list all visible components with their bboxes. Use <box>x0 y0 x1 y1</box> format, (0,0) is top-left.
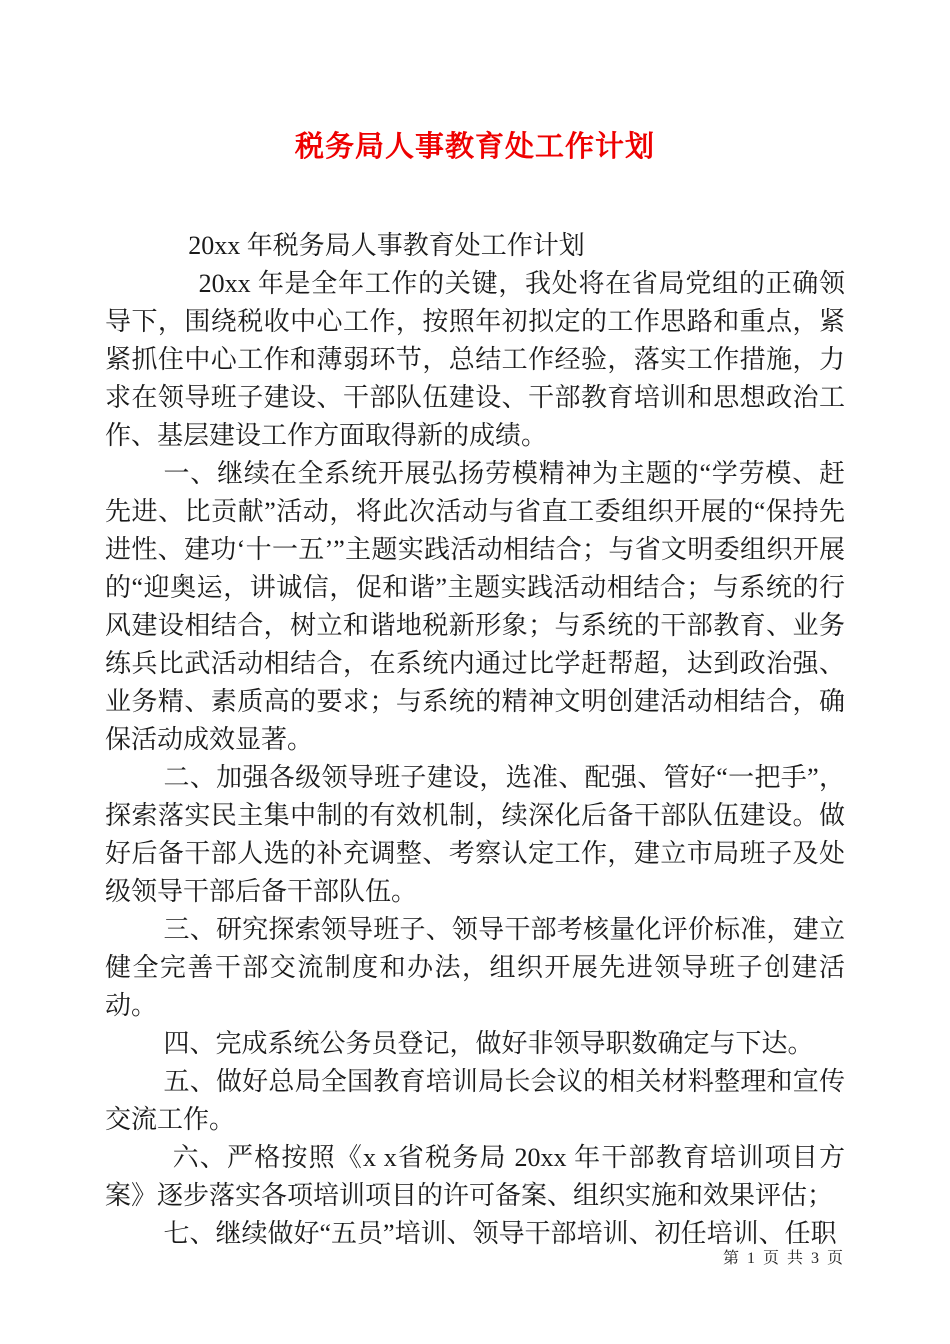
paragraph-item-2: 二、加强各级领导班子建设，选准、配强、管好“一把手”，探索落实民主集中制的有效机制，续深化后备干部队伍建设。做好后备干部人选的补充调整、考察认定工作，建立市局班子及处级领导干部后备干部队伍。 <box>105 763 845 906</box>
paragraph-intro: 20xx 年是全年工作的关键，我处将在省局党组的正确领导下，围绕税收中心工作，按照年初拟定的工作思路和重点，紧紧抓住中心工作和薄弱环节，总结工作经验，落实工作措施，力求在领导班子建设、干部队伍建设、干部教育培训和思想政治工作、基层建设工作方面取得新的成绩。 <box>105 269 845 450</box>
paragraph-item-6: 六、严格按照《x x省税务局 20xx 年干部教育培训项目方案》逐步落实各项培训项目的许可备案、组织实施和效果评估； <box>105 1143 845 1210</box>
paragraph-item-1: 一、继续在全系统开展弘扬劳模精神为主题的“学劳模、赶先进、比贡献”活动，将此次活动与省直工委组织开展的“保持先进性、建功‘十一五’”主题实践活动相结合；与省文明委组织开展的“迎奥运，讲诚信，促和谐”主题实践活动相结合；与系统的行风建设相结合，树立和谐地税新形象；与系统的干部教育、业务练兵比武活动相结合，在系统内通过比学赶帮超，达到政治强、业务精、素质高的要求；与系统的精神文明创建活动相结合，确保活动成效显著。 <box>105 459 845 754</box>
paragraph-item-7: 七、继续做好“五员”培训、领导干部培训、初任培训、任职 <box>163 1219 837 1248</box>
document-body <box>105 227 845 1253</box>
page-number: 第 1 页 共 3 页 <box>722 1250 845 1267</box>
paragraph-item-4: 四、完成系统公务员登记，做好非领导职数确定与下达。 <box>163 1029 814 1058</box>
paragraph-subtitle: 20xx 年税务局人事教育处工作计划 <box>188 231 585 260</box>
document-title: 税务局人事教育处工作计划 <box>294 131 655 163</box>
paragraph-item-5: 五、做好总局全国教育培训局长会议的相关材料整理和宣传交流工作。 <box>105 1067 845 1134</box>
paragraph-item-3: 三、研究探索领导班子、领导干部考核量化评价标准，建立健全完善干部交流制度和办法，组织开展先进领导班子创建活动。 <box>105 915 845 1020</box>
